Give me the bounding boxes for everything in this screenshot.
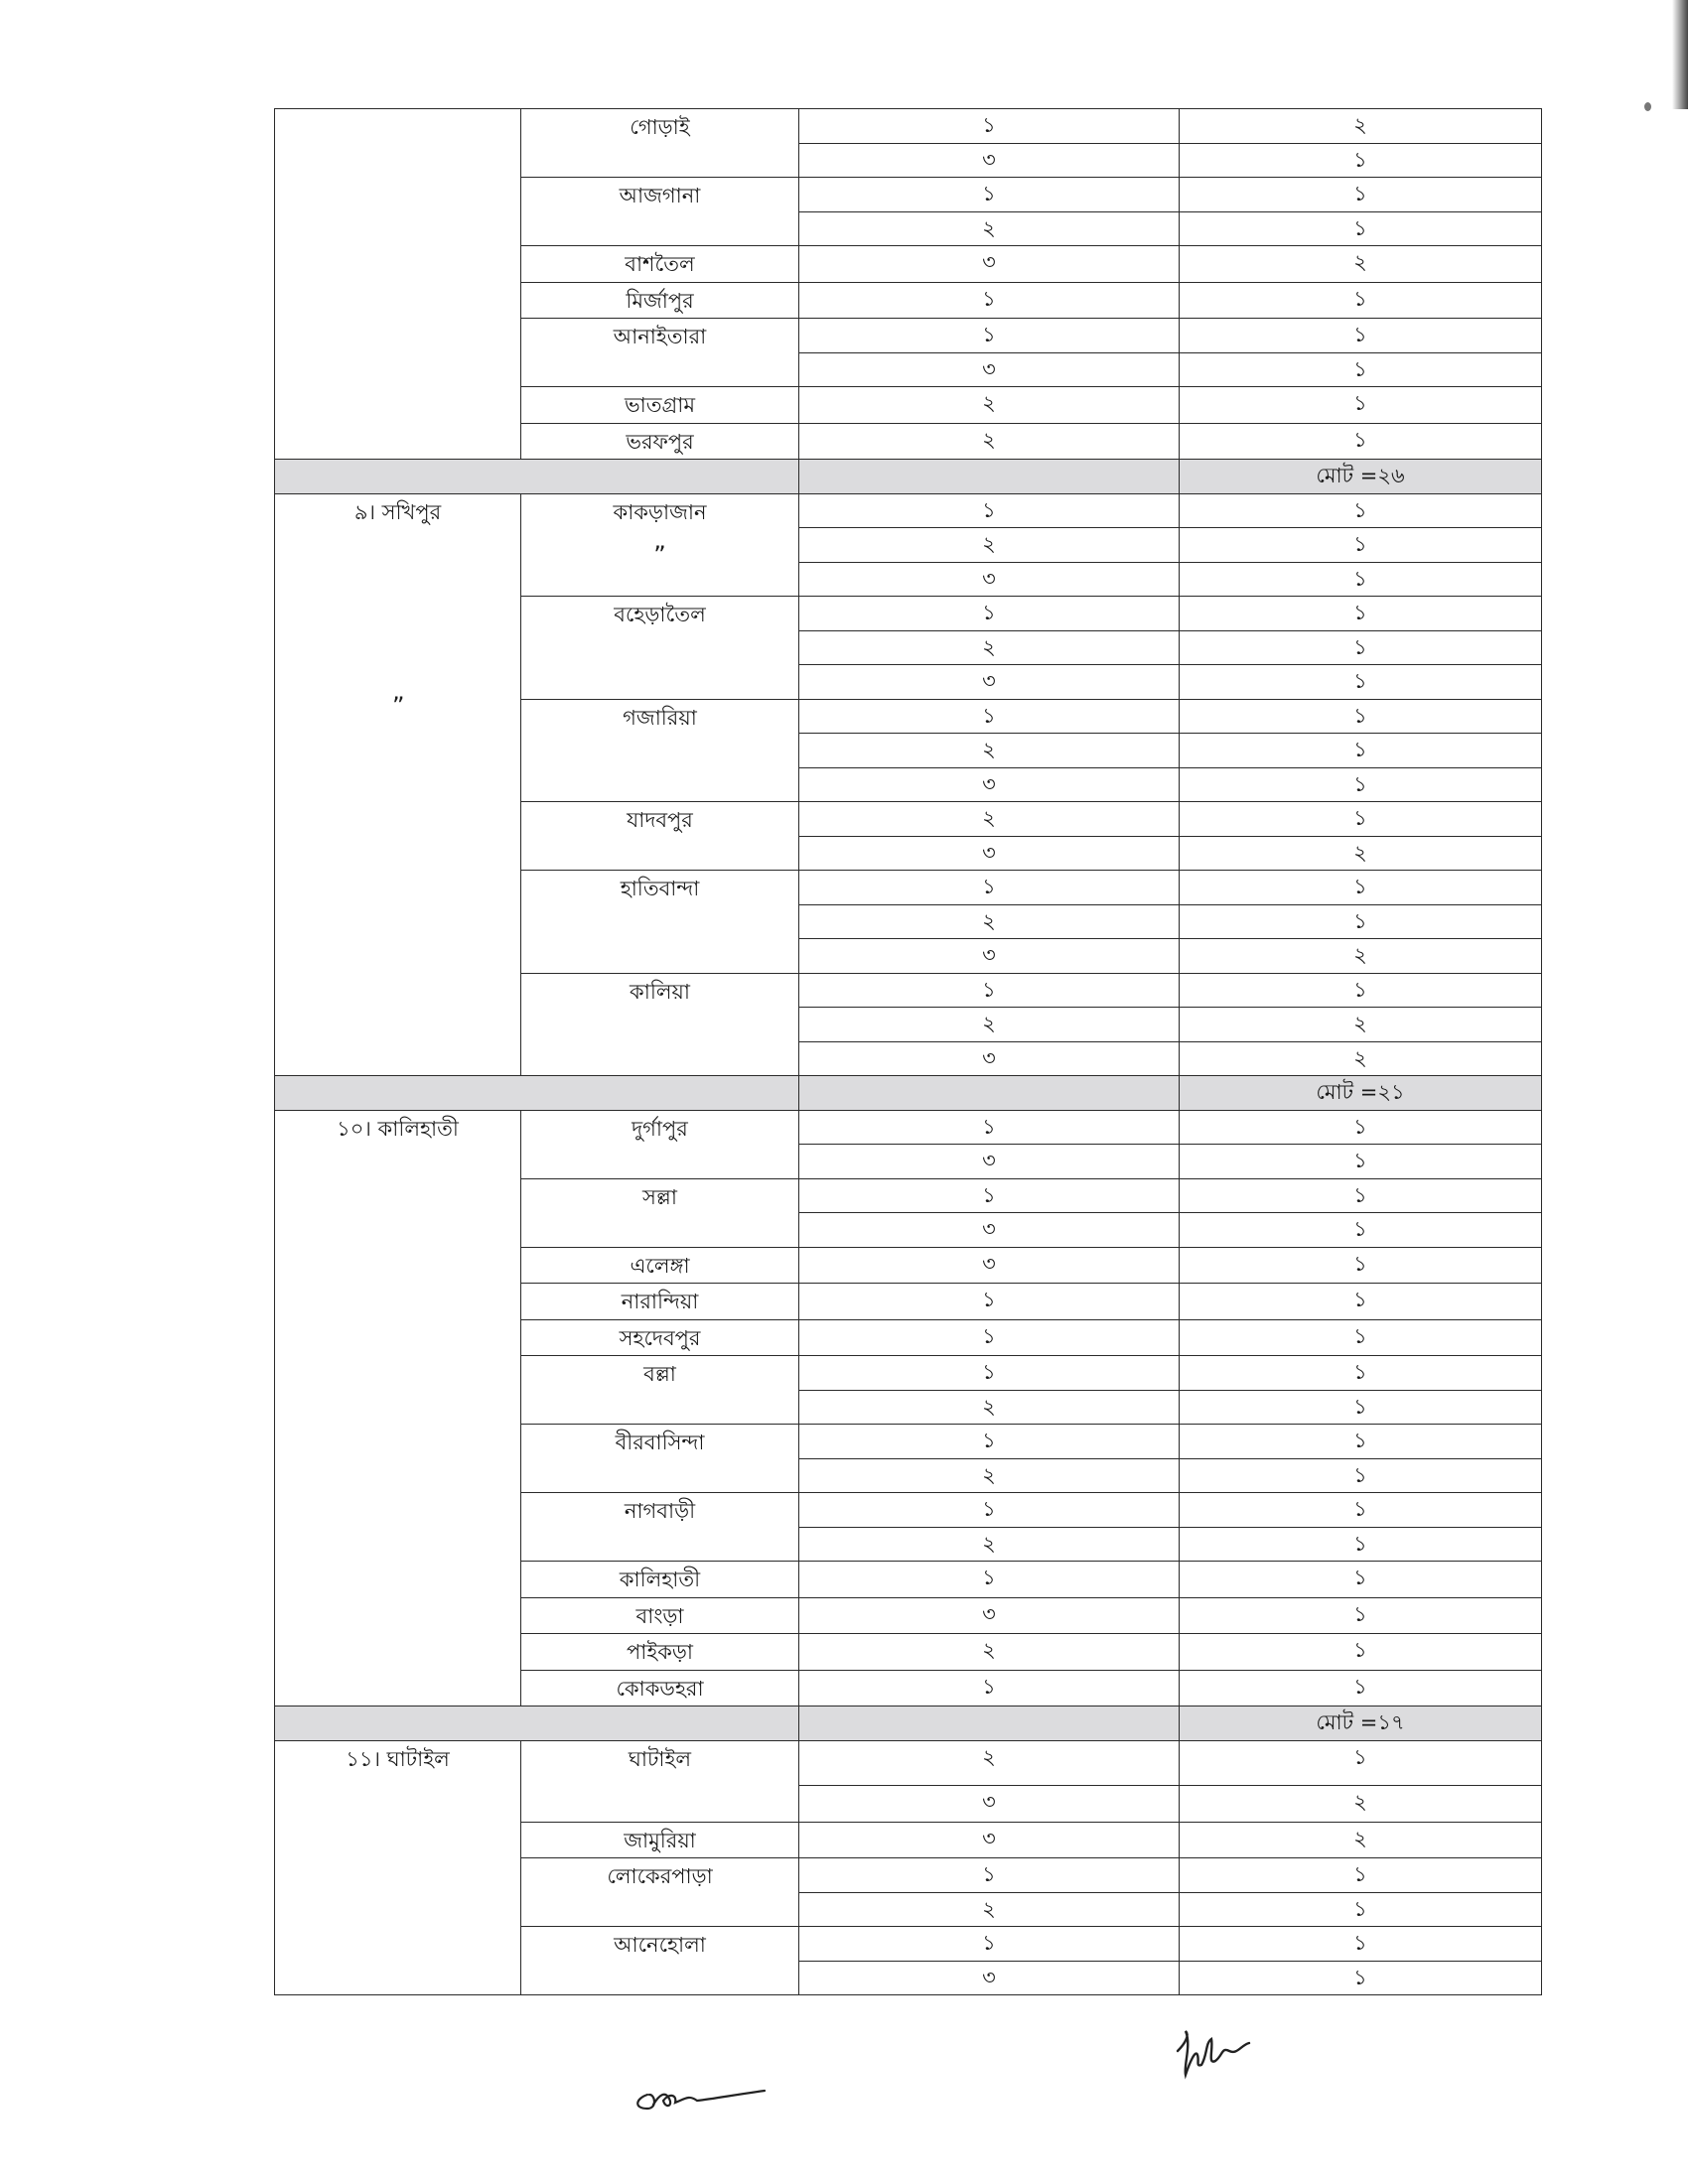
value-cell-a: ৩: [799, 1145, 1180, 1179]
value-cell-b: ২: [1180, 1785, 1542, 1822]
table-row: [275, 1110, 1542, 1145]
value-cell-a: ১: [799, 1670, 1180, 1706]
value-cell-a: ৩: [799, 562, 1180, 597]
union-name: জামুরিয়া: [624, 1828, 696, 1852]
value-cell-a: ২: [799, 1740, 1180, 1785]
value-cell-a: ১: [799, 1178, 1180, 1213]
union-name-cell: [521, 1822, 799, 1858]
value-cell-a: ২: [799, 1390, 1180, 1425]
value-cell-a: ২: [799, 1892, 1180, 1927]
union-name-cell: [521, 973, 799, 1076]
total-row: [275, 1076, 1542, 1111]
value-cell-b: ১: [1180, 630, 1542, 665]
value-cell-a: ১: [799, 871, 1180, 905]
union-name: বাংড়া: [635, 1603, 684, 1628]
upazila-cell: ১০। কালিহাতী: [275, 1110, 521, 1706]
union-name-cell: [521, 1247, 799, 1284]
value-cell-a: ৩: [799, 1247, 1180, 1284]
union-name: ভরফপুর: [626, 429, 694, 454]
value-cell-a: ১: [799, 1319, 1180, 1356]
value-cell-b: ১: [1180, 319, 1542, 353]
scan-speck: [1644, 102, 1651, 111]
value-cell-b: ১: [1180, 1527, 1542, 1562]
value-cell-a: ৩: [799, 1785, 1180, 1822]
value-cell-b: ১: [1180, 802, 1542, 837]
value-cell-a: ২: [799, 387, 1180, 424]
union-name-cell: [521, 109, 799, 178]
union-name-cell: [521, 178, 799, 246]
upazila-cell: ৯। সখিপুর: [275, 493, 521, 1076]
union-name-cell: [521, 1319, 799, 1356]
union-name-cell: [521, 1284, 799, 1320]
value-cell-b: ১: [1180, 1670, 1542, 1706]
value-cell-b: ১: [1180, 597, 1542, 631]
total-row-blank: [275, 460, 799, 494]
union-name: এলেঙ্গা: [630, 1253, 690, 1278]
value-cell-b: ১: [1180, 1319, 1542, 1356]
value-cell-a: ১: [799, 1858, 1180, 1893]
value-cell-a: ৩: [799, 939, 1180, 974]
value-cell-b: ২: [1180, 1041, 1542, 1076]
value-cell-b: ১: [1180, 1493, 1542, 1528]
union-name-cell: [521, 493, 799, 597]
union-name: পাইকড়া: [626, 1640, 694, 1664]
union-name-cell: [521, 699, 799, 802]
value-cell-b: ১: [1180, 282, 1542, 319]
value-cell-b: ১: [1180, 665, 1542, 700]
value-cell-b: ১: [1180, 1110, 1542, 1145]
upazila-cell: ১১। ঘাটাইল: [275, 1740, 521, 1995]
value-cell-b: ১: [1180, 1425, 1542, 1459]
value-cell-b: ২: [1180, 836, 1542, 871]
total-row: [275, 460, 1542, 494]
union-name: লোকেরপাড়া: [607, 1864, 713, 1888]
value-cell-b: ১: [1180, 734, 1542, 768]
value-cell-b: ১: [1180, 699, 1542, 734]
union-name-cell: [521, 802, 799, 871]
union-name-cell: [521, 1178, 799, 1247]
union-name: সল্লা: [642, 1184, 677, 1209]
union-name: আনেহোলা: [614, 1933, 706, 1957]
union-name: বীরবাসিন্দা: [615, 1431, 705, 1454]
table-row: [275, 109, 1542, 144]
value-cell-b: ১: [1180, 1356, 1542, 1391]
value-cell-b: ২: [1180, 246, 1542, 283]
value-cell-a: ৩: [799, 665, 1180, 700]
value-cell-a: ৩: [799, 352, 1180, 387]
value-cell-b: ১: [1180, 528, 1542, 563]
value-cell-a: ৩: [799, 1822, 1180, 1858]
value-cell-b: ১: [1180, 1597, 1542, 1634]
value-cell-a: ৩: [799, 1213, 1180, 1248]
group-total: মোট =২৬: [1180, 460, 1542, 494]
value-cell-a: ১: [799, 1562, 1180, 1598]
union-name-cell: [521, 1670, 799, 1706]
value-cell-b: ১: [1180, 1740, 1542, 1785]
value-cell-b: ১: [1180, 387, 1542, 424]
value-cell-a: ২: [799, 1008, 1180, 1042]
union-name: নারান্দিয়া: [621, 1290, 699, 1313]
union-name-cell: [521, 1858, 799, 1927]
value-cell-b: ১: [1180, 1284, 1542, 1320]
value-cell-a: ২: [799, 1527, 1180, 1562]
union-name: গোড়াই: [630, 115, 690, 139]
value-cell-b: ১: [1180, 973, 1542, 1008]
union-name: আজগানা: [619, 184, 701, 207]
value-cell-a: ১: [799, 699, 1180, 734]
value-cell-b: ১: [1180, 1927, 1542, 1962]
value-cell-a: ৩: [799, 1041, 1180, 1076]
union-name-cell: [521, 246, 799, 283]
value-cell-a: ২: [799, 528, 1180, 563]
union-name: ভাতগ্রাম: [625, 393, 695, 417]
value-cell-a: ১: [799, 319, 1180, 353]
value-cell-b: ১: [1180, 143, 1542, 178]
value-cell-a: ১: [799, 1284, 1180, 1320]
value-cell-b: ১: [1180, 1961, 1542, 1995]
value-cell-a: ২: [799, 734, 1180, 768]
value-cell-b: ২: [1180, 109, 1542, 144]
value-cell-a: ৩: [799, 836, 1180, 871]
value-cell-b: ১: [1180, 1634, 1542, 1671]
group-total: মোট =২১: [1180, 1076, 1542, 1111]
value-cell-b: ১: [1180, 1562, 1542, 1598]
union-name-cell: [521, 1562, 799, 1598]
union-name: মির্জাপুর: [626, 288, 694, 313]
total-row-blank: [799, 1706, 1180, 1741]
signature-right: [1172, 2025, 1261, 2085]
value-cell-b: ১: [1180, 1213, 1542, 1248]
union-name-cell: [521, 1110, 799, 1178]
union-name-cell: [521, 1356, 799, 1425]
value-cell-a: ২: [799, 211, 1180, 246]
union-name: হাতিবান্দা: [620, 877, 700, 900]
value-cell-a: ১: [799, 1356, 1180, 1391]
union-name: সহদেবপুর: [619, 1325, 701, 1350]
value-cell-a: ২: [799, 904, 1180, 939]
union-name-cell: [521, 1493, 799, 1562]
union-name: কাকড়াজান: [613, 499, 707, 524]
value-cell-b: ১: [1180, 1178, 1542, 1213]
value-cell-b: ১: [1180, 423, 1542, 460]
value-cell-a: ২: [799, 802, 1180, 837]
value-cell-a: ১: [799, 1425, 1180, 1459]
allocation-table: [274, 108, 1542, 1995]
union-name: আনাইতারা: [613, 325, 707, 348]
union-name: বাশতৈল: [625, 252, 695, 276]
upazila-ditto-mark: ”: [392, 692, 405, 720]
total-row-blank: [275, 1076, 799, 1111]
value-cell-b: ১: [1180, 1145, 1542, 1179]
value-cell-b: ১: [1180, 767, 1542, 802]
union-name: কোকডহরা: [616, 1676, 704, 1701]
value-cell-b: ১: [1180, 1858, 1542, 1893]
value-cell-b: ১: [1180, 352, 1542, 387]
value-cell-a: ১: [799, 1927, 1180, 1962]
total-row: [275, 1706, 1542, 1741]
table-row: [275, 493, 1542, 528]
value-cell-a: ১: [799, 973, 1180, 1008]
value-cell-b: ১: [1180, 562, 1542, 597]
group-total: মোট =১৭: [1180, 1706, 1542, 1741]
value-cell-b: ১: [1180, 178, 1542, 212]
value-cell-b: ২: [1180, 1008, 1542, 1042]
union-name-cell: [521, 319, 799, 387]
union-name: গজারিয়া: [623, 705, 697, 730]
scan-edge-shadow: [1672, 0, 1688, 109]
total-row-blank: [799, 1076, 1180, 1111]
value-cell-a: ৩: [799, 1961, 1180, 1995]
value-cell-a: ৩: [799, 143, 1180, 178]
union-name: যাদবপুর: [627, 808, 693, 832]
value-cell-b: ২: [1180, 939, 1542, 974]
union-name: কালিহাতী: [619, 1568, 701, 1591]
value-cell-b: ১: [1180, 493, 1542, 528]
value-cell-a: ১: [799, 1110, 1180, 1145]
union-ditto-mark: ”: [653, 540, 666, 569]
union-name-cell: [521, 282, 799, 319]
union-name-cell: [521, 423, 799, 460]
value-cell-a: ৩: [799, 767, 1180, 802]
table-row: [275, 1740, 1542, 1785]
value-cell-b: ১: [1180, 871, 1542, 905]
value-cell-a: ৩: [799, 246, 1180, 283]
value-cell-b: ১: [1180, 1892, 1542, 1927]
union-name: কালিয়া: [630, 979, 690, 1004]
value-cell-b: ১: [1180, 904, 1542, 939]
value-cell-b: ১: [1180, 1247, 1542, 1284]
value-cell-a: ১: [799, 597, 1180, 631]
union-name-cell: [521, 1597, 799, 1634]
value-cell-a: ১: [799, 178, 1180, 212]
value-cell-a: ২: [799, 1634, 1180, 1671]
union-name: দুর্গাপুর: [632, 1116, 688, 1141]
value-cell-b: ১: [1180, 1390, 1542, 1425]
union-name: নাগবাড়ী: [624, 1499, 696, 1523]
value-cell-b: ২: [1180, 1822, 1542, 1858]
union-name-cell: [521, 1927, 799, 1995]
value-cell-a: ২: [799, 423, 1180, 460]
value-cell-b: ১: [1180, 211, 1542, 246]
union-name: বল্লা: [643, 1362, 676, 1386]
union-name-cell: [521, 1740, 799, 1822]
union-name-cell: [521, 1425, 799, 1493]
total-row-blank: [799, 460, 1180, 494]
signature-left: [626, 2065, 774, 2115]
value-cell-a: ২: [799, 630, 1180, 665]
value-cell-a: ১: [799, 1493, 1180, 1528]
union-name-cell: [521, 871, 799, 974]
upazila-cell: [275, 109, 521, 460]
union-name-cell: [521, 387, 799, 424]
value-cell-a: ১: [799, 109, 1180, 144]
value-cell-b: ১: [1180, 1458, 1542, 1493]
union-name-cell: [521, 597, 799, 700]
union-name: ঘাটাইল: [628, 1746, 692, 1771]
value-cell-a: ৩: [799, 1597, 1180, 1634]
union-name-cell: [521, 1634, 799, 1671]
total-row-blank: [275, 1706, 799, 1741]
value-cell-a: ১: [799, 282, 1180, 319]
value-cell-a: ১: [799, 493, 1180, 528]
union-name: বহেড়াতৈল: [614, 603, 706, 626]
value-cell-a: ২: [799, 1458, 1180, 1493]
